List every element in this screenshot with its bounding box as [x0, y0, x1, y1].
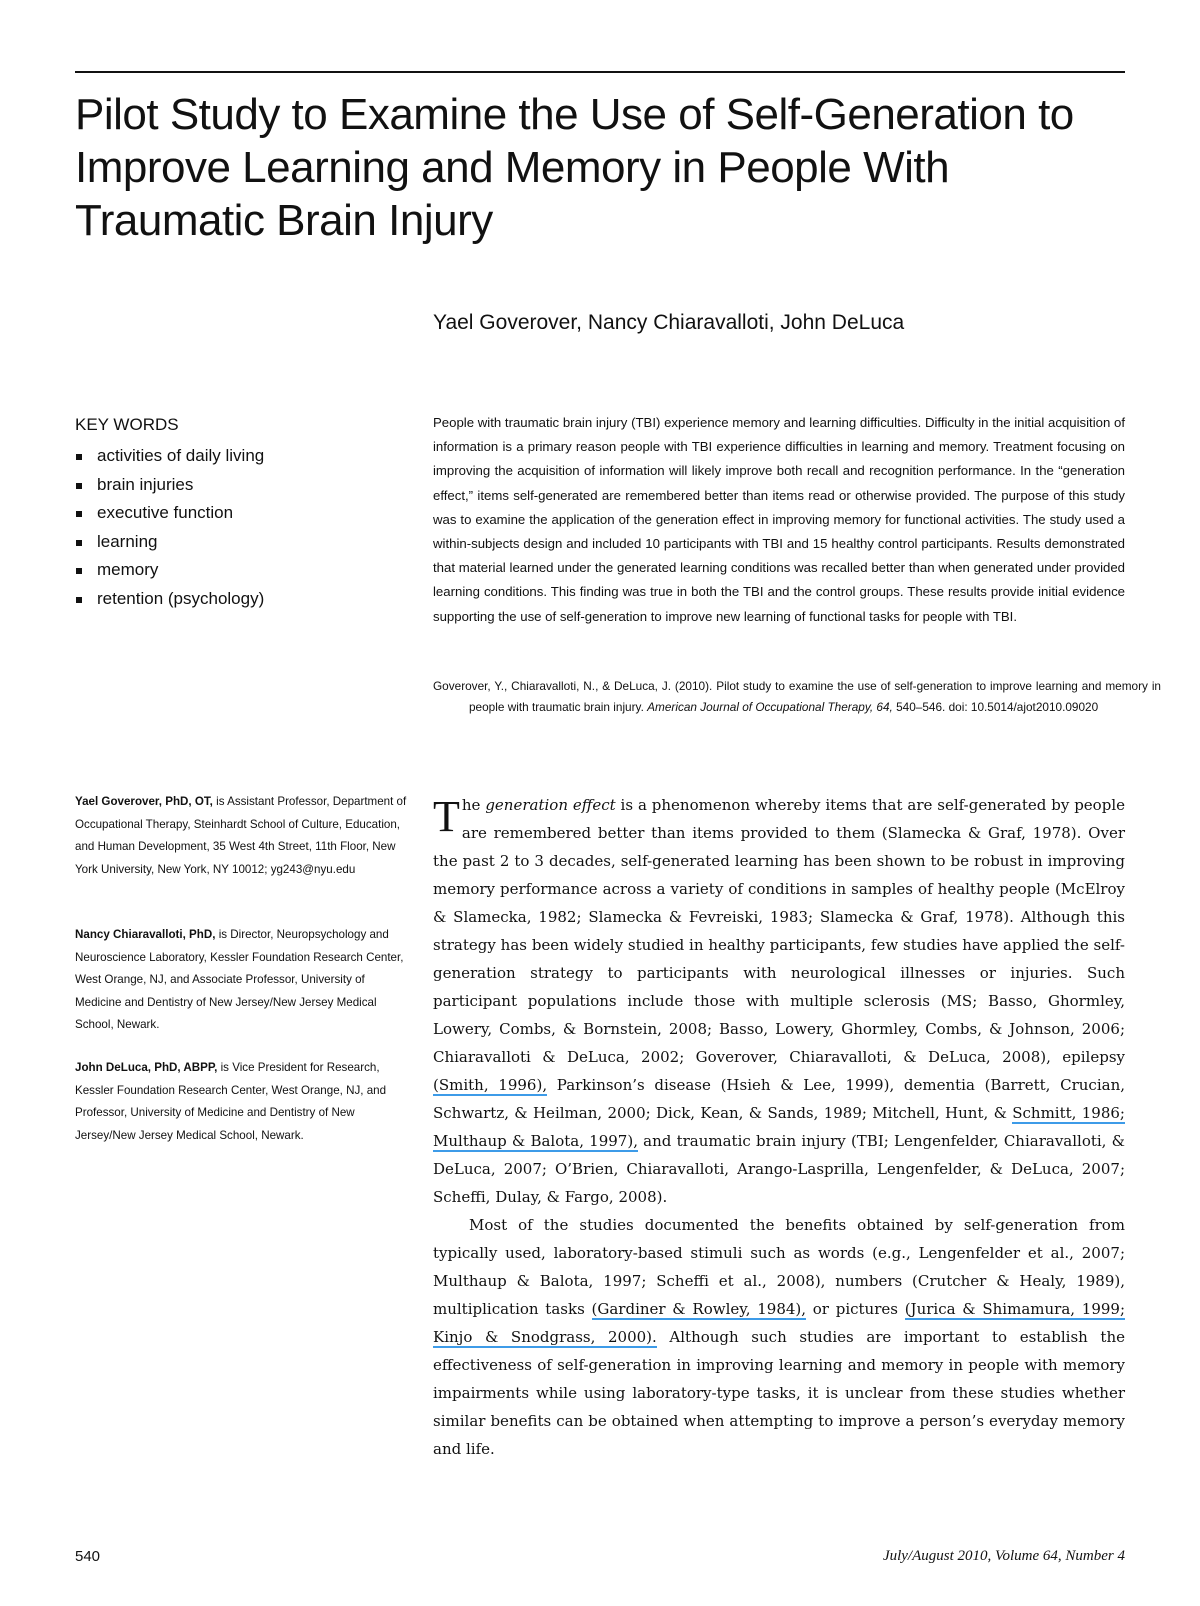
text-run: and traumatic brain injury (TBI; Lengenfelder, Chiaravalloti, & DeLuca, 2007; O’Brien, Chiaravalloti, Arango-Lasprilla, Lengenfelder, & DeLuca, 2007; Scheffi, Dulay, & Fargo, 2008).: [433, 1132, 1125, 1206]
author-bio: [75, 1057, 410, 1147]
keyword-item: brain injuries: [75, 471, 264, 500]
drop-cap: T: [433, 792, 460, 841]
article-title: Pilot Study to Examine the Use of Self-Generation to Improve Learning and Memory in People With Traumatic Brain Injury: [75, 90, 1074, 245]
author-line: Yael Goverover, Nancy Chiaravalloti, John DeLuca: [433, 311, 905, 334]
reference-link[interactable]: (Smith, 1996),: [433, 1076, 548, 1094]
bio-name: Nancy Chiaravalloti, PhD,: [75, 928, 216, 941]
text-run: he: [461, 796, 486, 814]
text-run: is a phenomenon whereby items that are self-generated by people are remembered better than items provided to them (Slamecka & Graf, 1978). Over the past 2 to 3 decades, self-generated learning has been shown to be robust in improving memory performance across a variety of conditions in samples of healthy people (McElroy & Slamecka, 1982; Slamecka & Fevreiski, 1983; Slamecka & Graf, 1978). Although this strategy has been widely studied in healthy participants, few studies have applied the self-generation strategy to participants with neurological illnesses or injuries. Such participant populations include those with multiple sclerosis (MS; Basso, Ghormley, Lowery, Combs, & Bornstein, 2008; Basso, Lowery, Ghormley, Combs, & Johnson, 2006; Chiaravalloti & DeLuca, 2002; Goverover, Chiaravalloti, & DeLuca, 2008), epilepsy: [433, 796, 1125, 1066]
reference-link[interactable]: Schmitt, 1986; Multhaup & Balota, 1997),: [433, 1104, 1125, 1150]
text-run: Most of the studies documented the benefits obtained by self-generation from typically used, laboratory-based stimuli such as words (e.g., Lengenfelder et al., 2007; Multhaup & Balota, 1997; Scheffi et al., 2008), numbers (Crutcher & Healy, 1989), multiplication tasks: [433, 1216, 1125, 1318]
text-run: Parkinson’s disease (Hsieh & Lee, 1999), dementia (Barrett, Crucian, Schwartz, & Heilman, 2000; Dick, Kean, & Sands, 1989; Mitchell, Hunt, &: [433, 1076, 1125, 1122]
bio-name: Yael Goverover, PhD, OT,: [75, 795, 213, 808]
text-run: Although such studies are important to establish the effectiveness of self-generation in improving learning and memory in people with memory impairments while using laboratory-type tasks, it is unclear from these studies whether similar benefits can be obtained when attempting to improve a person’s everyday memory and life.: [433, 1328, 1125, 1458]
reference-link[interactable]: (Jurica & Shimamura, 1999; Kinjo & Snodgrass, 2000).: [433, 1300, 1126, 1346]
abstract: People with traumatic brain injury (TBI) experience memory and learning difficulties. Difficulty in the initial acquisition of information is a primary reason people with TBI experience difficulties in learning and memory. Treatment focusing on improving the acquisition of information will likely improve both recall and recognition performance. In the “generation effect,” items self-generated are remembered better than items read or otherwise provided. The purpose of this study was to examine the application of the generation effect in improving memory for functional activities. The study used a within-subjects design and included 10 participants with TBI and 15 healthy control participants. Results demonstrated that material learned under the generated learning conditions was recalled better than when generated under provided learning conditions. This finding was true in both the TBI and the control groups. These results provide initial evidence supporting the use of self-generation to improve new learning of functional tasks for people with TBI.: [433, 415, 1125, 624]
body-text: [433, 791, 1125, 1463]
body-paragraph: [433, 791, 1125, 1211]
keyword-item: retention (psychology): [75, 585, 264, 614]
bio-name: John DeLuca, PhD, ABPP,: [75, 1061, 218, 1074]
citation-tail: 540–546. doi: 10.5014/ajot2010.09020: [892, 700, 1099, 714]
header-rule: [75, 71, 1125, 73]
bio-text: is Assistant Professor, Department of Occupational Therapy, Steinhardt School of Culture, Education, and Human Development, 35 West 4th Street, 11th Floor, New York University, New York, NY 10012; yg243@nyu.edu: [75, 795, 407, 876]
body-paragraph: [433, 1211, 1125, 1463]
keyword-item: memory: [75, 556, 264, 585]
author-bio: [75, 791, 410, 881]
citation: [433, 676, 1161, 718]
reference-link[interactable]: (Gardiner & Rowley, 1984),: [591, 1300, 807, 1318]
keywords-heading: KEY WORDS: [75, 415, 179, 434]
citation-journal: American Journal of Occupational Therapy, 64,: [647, 700, 893, 714]
text-run: or pictures: [806, 1300, 905, 1318]
bio-text: is Vice President for Research, Kessler Foundation Research Center, West Orange, NJ, and Professor, University of Medicine and Dentistry of New Jersey/New Jersey Medical School, Newark.: [75, 1061, 387, 1142]
keyword-item: executive function: [75, 499, 264, 528]
keywords-list: [75, 442, 264, 613]
keyword-item: activities of daily living: [75, 442, 264, 471]
keyword-item: learning: [75, 528, 264, 557]
issue-info: July/August 2010, Volume 64, Number 4: [882, 1548, 1125, 1564]
author-bio: [75, 924, 410, 1037]
bio-text: is Director, Neuropsychology and Neuroscience Laboratory, Kessler Foundation Research Center, West Orange, NJ, and Associate Professor, University of Medicine and Dentistry of New Jersey/New Jersey Medical School, Newark.: [75, 928, 404, 1031]
term-emphasis: generation effect: [485, 796, 616, 814]
page-number: 540: [75, 1548, 101, 1565]
citation-lead: Goverover, Y., Chiaravalloti, N., & DeLuca, J. (2010). Pilot study to examine the use of self-generation to improve learning and memory in people with traumatic brain injury.: [433, 679, 1161, 714]
